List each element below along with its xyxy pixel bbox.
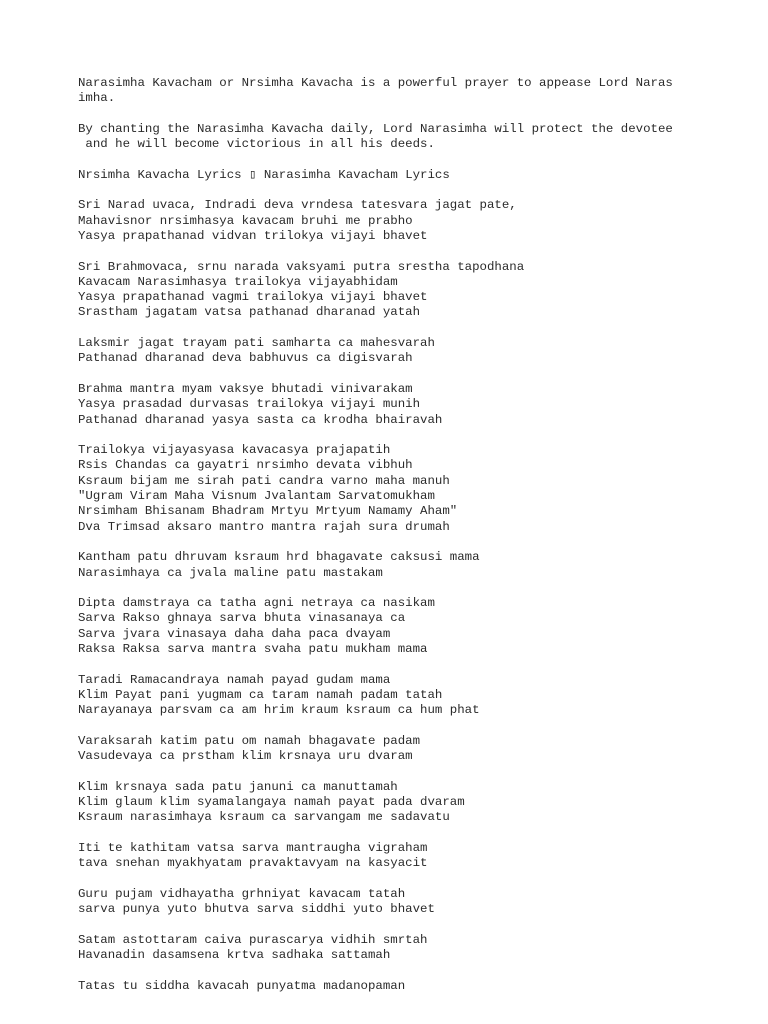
paragraph bbox=[78, 734, 718, 765]
text-line: Brahma mantra myam vaksye bhutadi vinivarakam bbox=[78, 381, 413, 396]
text-line: Iti te kathitam vatsa sarva mantraugha vigraham bbox=[78, 840, 428, 855]
text-line: Narayanaya parsvam ca am hrim kraum ksraum ca hum phat bbox=[78, 703, 480, 718]
paragraph bbox=[78, 198, 718, 244]
text-line: Havanadin dasamsena krtva sadhaka sattamah bbox=[78, 947, 391, 962]
text-line: Narasimha Kavacham or Nrsimha Kavacha is a powerful prayer to appease Lord Naras bbox=[78, 76, 673, 90]
text-line: Ksraum bijam me sirah pati candra varno maha manuh bbox=[78, 473, 450, 488]
text-line: Kantham patu dhruvam ksraum hrd bhagavate caksusi mama bbox=[78, 550, 480, 565]
paragraph bbox=[78, 336, 718, 367]
paragraph bbox=[78, 933, 718, 964]
text-line: Guru pujam vidhayatha grhniyat kavacam tatah bbox=[78, 886, 406, 901]
text-line: Nrsimham Bhisanam Bhadram Mrtyu Mrtyum Namamy Aham" bbox=[78, 504, 458, 519]
text-line: Klim glaum klim syamalangaya namah payat pada dvaram bbox=[78, 794, 465, 809]
text-line: Pathanad dharanad yasya sasta ca krodha bhairavah bbox=[78, 412, 443, 427]
text-line: Yasya prapathanad vagmi trailokya vijayi bhavet bbox=[78, 290, 428, 305]
text-line: Taradi Ramacandraya namah payad gudam mama bbox=[78, 672, 391, 687]
text-line: Narasimhaya ca jvala maline patu mastakam bbox=[78, 565, 383, 580]
text-line: Kavacam Narasimhasya trailokya vijayabhidam bbox=[78, 274, 398, 289]
text-line: Raksa Raksa sarva mantra svaha patu mukham mama bbox=[78, 641, 428, 656]
text-line: Satam astottaram caiva purascarya vidhih smrtah bbox=[78, 932, 428, 947]
text-line: Nrsimha Kavacha Lyrics ▯ Narasimha Kavacham Lyrics bbox=[78, 167, 450, 182]
paragraph bbox=[78, 841, 718, 872]
text-line: Laksmir jagat trayam pati samharta ca mahesvarah bbox=[78, 336, 435, 351]
paragraph bbox=[78, 443, 718, 535]
text-line: and he will become victorious in all his deeds. bbox=[78, 137, 435, 152]
text-line: sarva punya yuto bhutva sarva siddhi yuto bhavet bbox=[78, 902, 435, 917]
text-line: Srastham jagatam vatsa pathanad dharanad yatah bbox=[78, 305, 421, 320]
text-line: Varaksarah katim patu om namah bhagavate padam bbox=[78, 733, 421, 748]
text-line: tava snehan myakhyatam pravaktavyam na kasyacit bbox=[78, 856, 428, 871]
paragraph bbox=[78, 382, 718, 428]
paragraph bbox=[78, 550, 718, 581]
text-line: Klim krsnaya sada patu januni ca manuttamah bbox=[78, 779, 398, 794]
paragraph bbox=[78, 168, 718, 183]
text-line: By chanting the Narasimha Kavacha daily, Lord Narasimha will protect the devotee bbox=[78, 121, 673, 136]
paragraph bbox=[78, 596, 718, 657]
text-line: Sri Brahmovaca, srnu narada vaksyami putra srestha tapodhana bbox=[78, 259, 525, 274]
text-line: Vasudevaya ca prstham klim krsnaya uru dvaram bbox=[78, 749, 413, 764]
paragraph bbox=[78, 780, 718, 826]
text-line: Sri Narad uvaca, Indradi deva vrndesa tatesvara jagat pate, bbox=[78, 198, 517, 213]
text-line: Yasya prapathanad vidvan trilokya vijayi bhavet bbox=[78, 228, 428, 243]
text-line: Pathanad dharanad deva babhuvus ca digisvarah bbox=[78, 351, 413, 366]
text-line: Tatas tu siddha kavacah punyatma madanopaman bbox=[78, 978, 406, 993]
text-line: "Ugram Viram Maha Visnum Jvalantam Sarvatomukham bbox=[78, 489, 435, 504]
text-line: Rsis Chandas ca gayatri nrsimho devata vibhuh bbox=[78, 458, 413, 473]
text-line: Dipta damstraya ca tatha agni netraya ca nasikam bbox=[78, 596, 435, 611]
paragraph bbox=[78, 122, 718, 153]
paragraph bbox=[78, 260, 718, 321]
text-line: Sarva Rakso ghnaya sarva bhuta vinasanaya ca bbox=[78, 611, 406, 626]
text-line: Dva Trimsad aksaro mantro mantra rajah sura drumah bbox=[78, 519, 450, 534]
document-page bbox=[78, 76, 718, 1009]
paragraph bbox=[78, 673, 718, 719]
text-line: Mahavisnor nrsimhasya kavacam bruhi me prabho bbox=[78, 213, 413, 228]
text-line: Klim Payat pani yugmam ca taram namah padam tatah bbox=[78, 687, 443, 702]
text-line: Ksraum narasimhaya ksraum ca sarvangam me sadavatu bbox=[78, 810, 450, 825]
text-line: Trailokya vijayasyasa kavacasya prajapatih bbox=[78, 443, 391, 458]
text-line: Yasya prasadad durvasas trailokya vijayi munih bbox=[78, 397, 421, 412]
text-line: imha. bbox=[78, 91, 116, 106]
paragraph bbox=[78, 76, 718, 107]
paragraph bbox=[78, 979, 718, 994]
paragraph bbox=[78, 887, 718, 918]
text-line: Sarva jvara vinasaya daha daha paca dvayam bbox=[78, 626, 391, 641]
